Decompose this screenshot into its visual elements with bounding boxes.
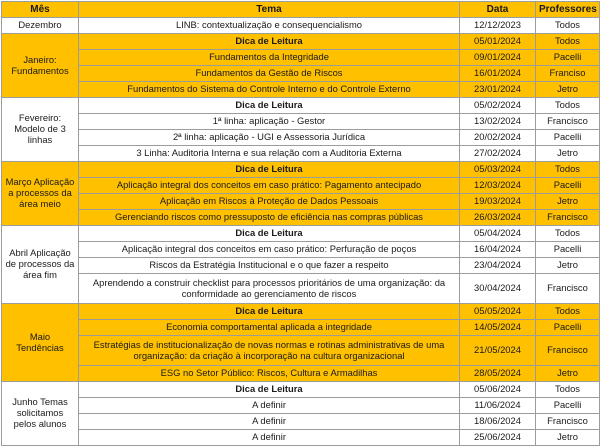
tema-cell: LINB: contextualização e consequencialismo [79,18,460,34]
tema-cell: Fundamentos da Gestão de Riscos [79,66,460,82]
data-cell: 27/02/2024 [460,146,536,162]
tema-cell: A definir [79,398,460,414]
prof-cell: Todos [536,34,600,50]
table-row [2,336,600,366]
data-cell: 05/04/2024 [460,226,536,242]
data-cell: 12/03/2024 [460,178,536,194]
data-cell: 13/02/2024 [460,114,536,130]
tema-cell: Dica de Leitura [79,162,460,178]
prof-cell: Pacelli [536,130,600,146]
prof-cell: Francisco [536,274,600,304]
month-cell: Fevereiro: Modelo de 3 linhas [2,98,79,162]
data-cell: 05/06/2024 [460,382,536,398]
prof-cell: Pacelli [536,178,600,194]
header-mes: Mês [2,2,79,18]
month-cell: Maio Tendências [2,304,79,382]
prof-cell: Pacelli [536,50,600,66]
table-row [2,178,600,194]
table-row [2,146,600,162]
data-cell: 14/05/2024 [460,320,536,336]
tema-cell: Dica de Leitura [79,304,460,320]
data-cell: 12/12/2023 [460,18,536,34]
table-row [2,226,600,242]
prof-cell: Jetro [536,258,600,274]
tema-cell: Estratégias de institucionalização de novas normas e rotinas administrativas de uma organização: da criação à incorporação na cultura organizacional [79,336,460,366]
tema-cell: Fundamentos da Integridade [79,50,460,66]
prof-cell: Jetro [536,430,600,446]
data-cell: 05/01/2024 [460,34,536,50]
month-cell: Março Aplicação a processos da área meio [2,162,79,226]
table-row [2,414,600,430]
table-row [2,304,600,320]
table-row [2,258,600,274]
prof-cell: Francisco [536,114,600,130]
tema-cell: Aprendendo a construir checklist para processos prioritários de uma organização: da conformidade ao gerenciamento de riscos [79,274,460,304]
prof-cell: Pacelli [536,398,600,414]
tema-cell: 2ª linha: aplicação - UGI e Assessoria Jurídica [79,130,460,146]
data-cell: 25/06/2024 [460,430,536,446]
prof-cell: Todos [536,382,600,398]
data-cell: 16/04/2024 [460,242,536,258]
tema-cell: Aplicação integral dos conceitos em caso prático: Perfuração de poços [79,242,460,258]
data-cell: 16/01/2024 [460,66,536,82]
prof-cell: Francisco [536,210,600,226]
tema-cell: 1ª linha: aplicação - Gestor [79,114,460,130]
prof-cell: Todos [536,98,600,114]
table-row [2,242,600,258]
table-row [2,66,600,82]
data-cell: 20/02/2024 [460,130,536,146]
header-data: Data [460,2,536,18]
schedule-table [1,1,600,446]
tema-cell: A definir [79,414,460,430]
table-row [2,162,600,178]
tema-cell: A definir [79,430,460,446]
tema-cell: 3 Linha: Auditoria Interna e sua relação com a Auditoria Externa [79,146,460,162]
month-cell: Junho Temas solicitamos pelos alunos [2,382,79,446]
tema-cell: ESG no Setor Público: Riscos, Cultura e Armadilhas [79,366,460,382]
prof-cell: Jetro [536,366,600,382]
table-row [2,382,600,398]
month-cell: Dezembro [2,18,79,34]
data-cell: 19/03/2024 [460,194,536,210]
prof-cell: Jetro [536,146,600,162]
table-row [2,366,600,382]
prof-cell: Franciso [536,66,600,82]
tema-cell: Dica de Leitura [79,226,460,242]
data-cell: 30/04/2024 [460,274,536,304]
tema-cell: Dica de Leitura [79,98,460,114]
data-cell: 23/01/2024 [460,82,536,98]
tema-cell: Dica de Leitura [79,382,460,398]
table-row [2,18,600,34]
prof-cell: Todos [536,18,600,34]
table-row [2,114,600,130]
header-row [2,2,600,18]
tema-cell: Aplicação integral dos conceitos em caso prático: Pagamento antecipado [79,178,460,194]
table-row [2,194,600,210]
table-row [2,98,600,114]
tema-cell: Riscos da Estratégia Institucional e o que fazer a respeito [79,258,460,274]
data-cell: 11/06/2024 [460,398,536,414]
tema-cell: Gerenciando riscos como pressuposto de eficiência nas compras públicas [79,210,460,226]
prof-cell: Francisco [536,414,600,430]
data-cell: 26/03/2024 [460,210,536,226]
table-row [2,82,600,98]
table-row [2,398,600,414]
table-row [2,430,600,446]
prof-cell: Jetro [536,194,600,210]
prof-cell: Todos [536,162,600,178]
table-row [2,274,600,304]
tema-cell: Aplicação em Riscos à Proteção de Dados Pessoais [79,194,460,210]
prof-cell: Jetro [536,82,600,98]
header-tema: Tema [79,2,460,18]
prof-cell: Pacelli [536,320,600,336]
data-cell: 05/05/2024 [460,304,536,320]
table-row [2,50,600,66]
data-cell: 05/02/2024 [460,98,536,114]
table-row [2,210,600,226]
prof-cell: Pacelli [536,242,600,258]
header-professores: Professores [536,2,600,18]
data-cell: 05/03/2024 [460,162,536,178]
table-row [2,320,600,336]
tema-cell: Economia comportamental aplicada a integridade [79,320,460,336]
prof-cell: Todos [536,304,600,320]
prof-cell: Francisco [536,336,600,366]
month-cell: Janeiro: Fundamentos [2,34,79,98]
data-cell: 18/06/2024 [460,414,536,430]
month-cell: Abril Aplicação de processos da área fim [2,226,79,304]
data-cell: 21/05/2024 [460,336,536,366]
data-cell: 28/05/2024 [460,366,536,382]
table-row [2,34,600,50]
data-cell: 23/04/2024 [460,258,536,274]
table-row [2,130,600,146]
prof-cell: Todos [536,226,600,242]
data-cell: 09/01/2024 [460,50,536,66]
tema-cell: Fundamentos do Sistema do Controle Interno e do Controle Externo [79,82,460,98]
tema-cell: Dica de Leitura [79,34,460,50]
